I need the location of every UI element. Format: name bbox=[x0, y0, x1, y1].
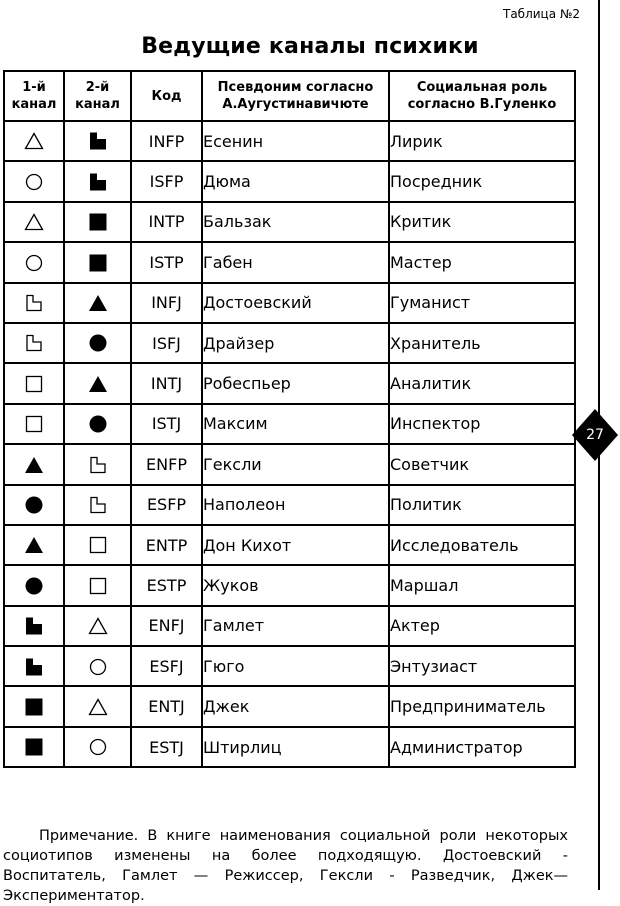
pseudonym: Дон Кихот bbox=[202, 525, 389, 565]
triangle-filled-icon bbox=[88, 293, 108, 313]
circle-outline-icon bbox=[24, 172, 44, 192]
social-role: Предприниматель bbox=[389, 686, 575, 726]
type-code: ESFJ bbox=[131, 646, 202, 686]
channel-2-cell bbox=[64, 686, 131, 726]
channel-2-cell bbox=[64, 161, 131, 201]
circle-outline-icon bbox=[88, 657, 108, 677]
table-row bbox=[4, 646, 575, 686]
pseudonym: Бальзак bbox=[202, 202, 389, 242]
type-code: ENFP bbox=[131, 444, 202, 484]
table-row bbox=[4, 686, 575, 726]
circle-outline-icon bbox=[88, 737, 108, 757]
channel-1-cell bbox=[4, 363, 64, 403]
social-role: Аналитик bbox=[389, 363, 575, 403]
pseudonym: Максим bbox=[202, 404, 389, 444]
social-role: Посредник bbox=[389, 161, 575, 201]
social-role: Исследователь bbox=[389, 525, 575, 565]
lshape-outline-icon bbox=[88, 455, 108, 475]
social-role: Лирик bbox=[389, 121, 575, 161]
lshape-filled-icon bbox=[24, 657, 44, 677]
social-role: Гуманист bbox=[389, 283, 575, 323]
channel-2-cell bbox=[64, 283, 131, 323]
type-code: ISFJ bbox=[131, 323, 202, 363]
channels-table bbox=[3, 70, 576, 768]
lshape-outline-icon bbox=[88, 495, 108, 515]
pseudonym: Драйзер bbox=[202, 323, 389, 363]
square-filled-icon bbox=[88, 253, 108, 273]
circle-outline-icon bbox=[24, 253, 44, 273]
channel-1-cell bbox=[4, 565, 64, 605]
channel-2-cell bbox=[64, 606, 131, 646]
pseudonym: Наполеон bbox=[202, 485, 389, 525]
triangle-outline-icon bbox=[24, 131, 44, 151]
square-outline-icon bbox=[24, 374, 44, 394]
header-channel-1: 1-й канал bbox=[4, 71, 64, 121]
channel-2-cell bbox=[64, 727, 131, 767]
table-row bbox=[4, 606, 575, 646]
triangle-outline-icon bbox=[24, 212, 44, 232]
header-channel-2: 2-й канал bbox=[64, 71, 131, 121]
channel-1-cell bbox=[4, 485, 64, 525]
channel-2-cell bbox=[64, 646, 131, 686]
circle-filled-icon bbox=[24, 576, 44, 596]
channel-1-cell bbox=[4, 161, 64, 201]
channel-1-cell bbox=[4, 606, 64, 646]
channel-1-cell bbox=[4, 323, 64, 363]
table-row bbox=[4, 283, 575, 323]
lshape-filled-icon bbox=[24, 616, 44, 636]
square-filled-icon bbox=[88, 212, 108, 232]
channel-1-cell bbox=[4, 525, 64, 565]
lshape-filled-icon bbox=[88, 172, 108, 192]
social-role: Политик bbox=[389, 485, 575, 525]
lshape-filled-icon bbox=[88, 131, 108, 151]
square-outline-icon bbox=[88, 576, 108, 596]
type-code: ESTJ bbox=[131, 727, 202, 767]
table-row bbox=[4, 323, 575, 363]
channel-1-cell bbox=[4, 202, 64, 242]
circle-filled-icon bbox=[88, 333, 108, 353]
square-filled-icon bbox=[24, 737, 44, 757]
table-row bbox=[4, 202, 575, 242]
social-role: Критик bbox=[389, 202, 575, 242]
channel-2-cell bbox=[64, 323, 131, 363]
channel-1-cell bbox=[4, 444, 64, 484]
social-role: Администратор bbox=[389, 727, 575, 767]
table-row bbox=[4, 161, 575, 201]
channel-1-cell bbox=[4, 727, 64, 767]
channel-1-cell bbox=[4, 404, 64, 444]
type-code: ESFP bbox=[131, 485, 202, 525]
type-code: ISTJ bbox=[131, 404, 202, 444]
social-role: Инспектор bbox=[389, 404, 575, 444]
triangle-outline-icon bbox=[88, 697, 108, 717]
lshape-outline-icon bbox=[24, 293, 44, 313]
header-social-role: Социальная роль согласно В.Гуленко bbox=[389, 71, 575, 121]
table-number-label: Таблица №2 bbox=[502, 7, 580, 21]
channel-1-cell bbox=[4, 686, 64, 726]
circle-filled-icon bbox=[24, 495, 44, 515]
type-code: ISFP bbox=[131, 161, 202, 201]
square-outline-icon bbox=[24, 414, 44, 434]
channel-2-cell bbox=[64, 485, 131, 525]
table-row bbox=[4, 242, 575, 282]
type-code: ISTP bbox=[131, 242, 202, 282]
pseudonym: Жуков bbox=[202, 565, 389, 605]
table-row bbox=[4, 444, 575, 484]
type-code: INTJ bbox=[131, 363, 202, 403]
type-code: INTP bbox=[131, 202, 202, 242]
triangle-filled-icon bbox=[24, 535, 44, 555]
triangle-outline-icon bbox=[88, 616, 108, 636]
type-code: ENFJ bbox=[131, 606, 202, 646]
channel-1-cell bbox=[4, 242, 64, 282]
page-number: 27 bbox=[586, 427, 604, 443]
type-code: INFP bbox=[131, 121, 202, 161]
channel-2-cell bbox=[64, 242, 131, 282]
channel-1-cell bbox=[4, 283, 64, 323]
pseudonym: Достоевский bbox=[202, 283, 389, 323]
social-role: Маршал bbox=[389, 565, 575, 605]
pseudonym: Джек bbox=[202, 686, 389, 726]
pseudonym: Дюма bbox=[202, 161, 389, 201]
channel-2-cell bbox=[64, 404, 131, 444]
header-pseudonym: Псевдоним согласно А.Аугустинавичюте bbox=[202, 71, 389, 121]
pseudonym: Есенин bbox=[202, 121, 389, 161]
triangle-filled-icon bbox=[88, 374, 108, 394]
channel-2-cell bbox=[64, 202, 131, 242]
page-title: Ведущие каналы психики bbox=[141, 34, 479, 59]
header-code: Код bbox=[131, 71, 202, 121]
channel-2-cell bbox=[64, 121, 131, 161]
type-code: ESTP bbox=[131, 565, 202, 605]
circle-filled-icon bbox=[88, 414, 108, 434]
square-filled-icon bbox=[24, 697, 44, 717]
social-role: Мастер bbox=[389, 242, 575, 282]
social-role: Советчик bbox=[389, 444, 575, 484]
table-header-row bbox=[4, 71, 575, 121]
triangle-filled-icon bbox=[24, 455, 44, 475]
lshape-outline-icon bbox=[24, 333, 44, 353]
type-code: ENTJ bbox=[131, 686, 202, 726]
pseudonym: Габен bbox=[202, 242, 389, 282]
table-row bbox=[4, 404, 575, 444]
square-outline-icon bbox=[88, 535, 108, 555]
page-number-badge bbox=[570, 407, 620, 463]
channel-1-cell bbox=[4, 646, 64, 686]
pseudonym: Гюго bbox=[202, 646, 389, 686]
pseudonym: Робеспьер bbox=[202, 363, 389, 403]
channel-2-cell bbox=[64, 363, 131, 403]
type-code: INFJ bbox=[131, 283, 202, 323]
table-row bbox=[4, 363, 575, 403]
channel-1-cell bbox=[4, 121, 64, 161]
channel-2-cell bbox=[64, 444, 131, 484]
pseudonym: Гамлет bbox=[202, 606, 389, 646]
table-row bbox=[4, 727, 575, 767]
type-code: ENTP bbox=[131, 525, 202, 565]
channel-2-cell bbox=[64, 525, 131, 565]
table-row bbox=[4, 525, 575, 565]
pseudonym: Штирлиц bbox=[202, 727, 389, 767]
table-row bbox=[4, 121, 575, 161]
social-role: Хранитель bbox=[389, 323, 575, 363]
social-role: Энтузиаст bbox=[389, 646, 575, 686]
table-row bbox=[4, 485, 575, 525]
table-row bbox=[4, 565, 575, 605]
channel-2-cell bbox=[64, 565, 131, 605]
pseudonym: Гексли bbox=[202, 444, 389, 484]
footnote: Примечание. В книге наименования социальной роли некоторых социотипов изменены на более подходящую. Достоевский - Воспитатель, Гамлет — Режиссер, Гексли - Разведчик, Джек—Экспериментатор. bbox=[3, 828, 568, 904]
social-role: Актер bbox=[389, 606, 575, 646]
